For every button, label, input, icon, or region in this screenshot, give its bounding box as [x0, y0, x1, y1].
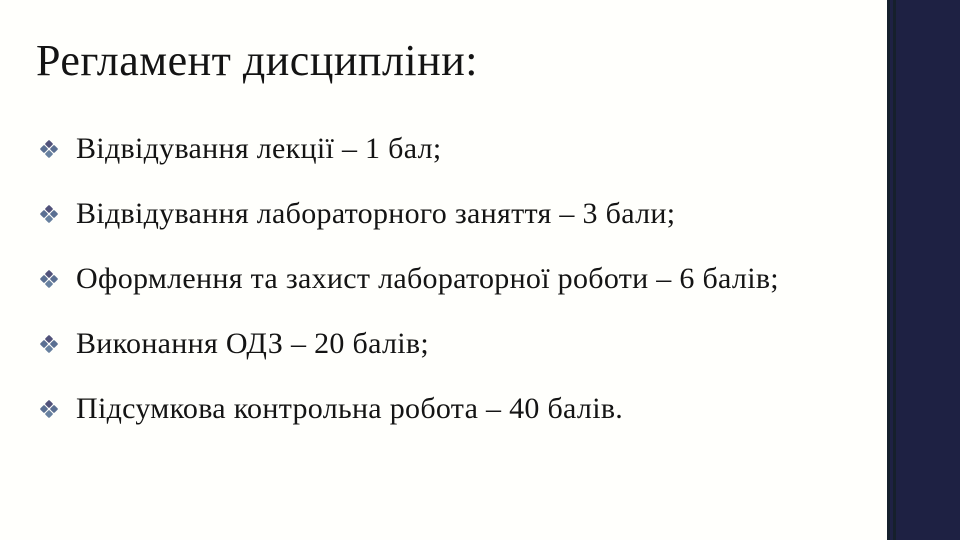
- four-diamonds-icon: [40, 140, 58, 158]
- four-diamonds-icon: [40, 270, 58, 288]
- four-diamonds-icon: [40, 400, 58, 418]
- bullet-text: Підсумкова контрольна робота – 40 балів.: [76, 391, 624, 425]
- accent-stripe: [893, 0, 896, 540]
- four-diamonds-icon: [40, 335, 58, 353]
- bullet-text: Оформлення та захист лабораторної роботи – 6 балів;: [76, 261, 779, 295]
- list-item: [40, 376, 840, 441]
- bullet-text: Відвідування лекції – 1 бал;: [76, 131, 442, 165]
- bullet-text: Виконання ОДЗ – 20 балів;: [76, 326, 429, 360]
- slide-accent-bar: [887, 0, 960, 540]
- accent-stripe: [887, 0, 890, 540]
- slide-title: Регламент дисципліни:: [36, 36, 478, 85]
- four-diamonds-icon: [40, 205, 58, 223]
- list-item: [40, 116, 840, 181]
- list-item: [40, 181, 840, 246]
- bullet-list: [40, 116, 840, 441]
- list-item: [40, 246, 840, 311]
- bullet-text: Відвідування лабораторного заняття – 3 бали;: [76, 196, 676, 230]
- list-item: [40, 311, 840, 376]
